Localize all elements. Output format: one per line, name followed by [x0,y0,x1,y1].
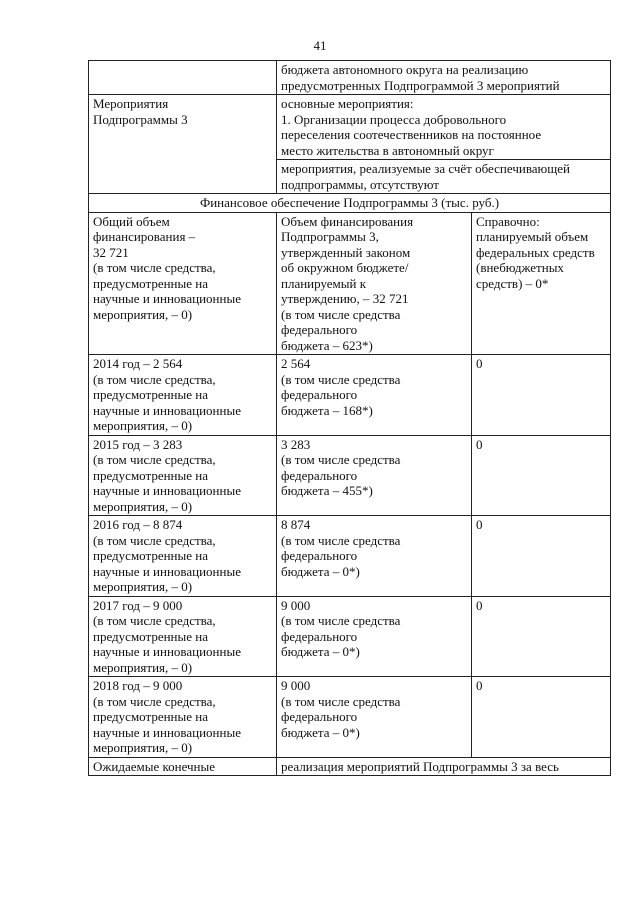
year-total-cell: 2015 год – 3 283 (в том числе средства, предусмотренные на научные и инновационные мероприятия, – 0) [89,435,277,516]
expected-results-text: реализация мероприятий Подпрограммы 3 за весь [277,757,611,776]
program-passport-table [88,60,611,776]
support-activities-text: мероприятия, реализуемые за счёт обеспечивающей подпрограммы, отсутствуют [277,160,611,194]
expected-results-label: Ожидаемые конечные [89,757,277,776]
year-total-cell: 2016 год – 8 874 (в том числе средства, предусмотренные на научные и инновационные мероприятия, – 0) [89,516,277,597]
expected-results-row [89,757,611,776]
finance-total-row [89,212,611,355]
year-approved-cell: 3 283 (в том числе средства федерального бюджета – 455*) [277,435,472,516]
year-row [89,435,611,516]
year-reference-cell: 0 [472,596,611,677]
activities-label: Мероприятия Подпрограммы 3 [89,95,277,194]
year-approved-cell: 9 000 (в том числе средства федерального бюджета – 0*) [277,677,472,758]
budget-continuation-row [89,61,611,95]
year-approved-cell: 2 564 (в том числе средства федерального бюджета – 168*) [277,355,472,436]
reference-federal-cell: Справочно: планируемый объем федеральных средств (внебюджетных средств) – 0* [472,212,611,355]
approved-financing-cell: Объем финансирования Подпрограммы 3, утвержденный законом об окружном бюджете/ планируемый к утверждению, – 32 721 (в том числе средства федерального бюджета – 623*) [277,212,472,355]
total-financing-cell: Общий объем финансирования – 32 721 (в том числе средства, предусмотренные на научные и инновационные мероприятия, – 0) [89,212,277,355]
year-approved-cell: 8 874 (в том числе средства федерального бюджета – 0*) [277,516,472,597]
year-reference-cell: 0 [472,677,611,758]
year-approved-cell: 9 000 (в том числе средства федерального бюджета – 0*) [277,596,472,677]
main-activities-text: основные мероприятия: 1. Организации процесса добровольного переселения соотечественников на постоянное место жительства в автономный округ [277,95,611,160]
page-number: 41 [313,38,327,53]
year-row [89,355,611,436]
year-total-cell: 2018 год – 9 000 (в том числе средства, предусмотренные на научные и инновационные мероприятия, – 0) [89,677,277,758]
year-row [89,516,611,597]
year-total-cell: 2017 год – 9 000 (в том числе средства, предусмотренные на научные и инновационные мероприятия, – 0) [89,596,277,677]
year-reference-cell: 0 [472,355,611,436]
empty-label-cell [89,61,277,95]
year-row [89,677,611,758]
budget-continuation-text: бюджета автономного округа на реализацию предусмотренных Подпрограммой 3 мероприятий [277,61,611,95]
finance-header: Финансовое обеспечение Подпрограммы 3 (тыс. руб.) [89,194,611,213]
year-reference-cell: 0 [472,516,611,597]
activities-row [89,95,611,160]
year-total-cell: 2014 год – 2 564 (в том числе средства, предусмотренные на научные и инновационные мероприятия, – 0) [89,355,277,436]
finance-header-row [89,194,611,213]
year-row [89,596,611,677]
year-reference-cell: 0 [472,435,611,516]
